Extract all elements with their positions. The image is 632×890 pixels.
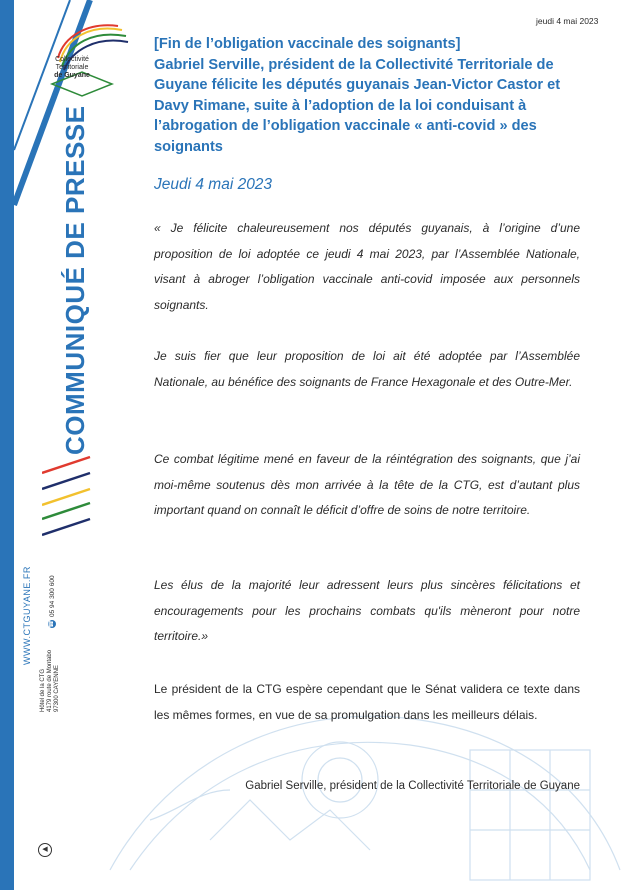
address-line-1: Hôtel de la CTG	[40, 668, 46, 712]
title-line-3: Guyane félicite les députés guyanais Jean-Victor Castor et	[154, 77, 561, 93]
color-stripes	[42, 455, 102, 545]
quote-paragraph-1: « Je félicite chaleureusement nos députés guyanais, à l’origine d’une proposition de loi adoptée ce jeudi 4 mai 2023, par l’Assemblée Nationale, visant à abroger l’obligation vaccinale anti-covid imposée aux personnels soignants.	[154, 221, 580, 312]
press-release-title	[154, 34, 592, 157]
logo-line-3: de Guyane	[54, 72, 90, 79]
sound-icon: ◀	[38, 843, 52, 857]
logo-line-1: Collectivité	[55, 56, 89, 63]
title-line-5: l’abrogation de l’obligation vaccinale « anti-covid » des	[154, 118, 537, 134]
title-line-1: [Fin de l’obligation vaccinale des soignants]	[154, 36, 461, 52]
title-line-4: Davy Rimane, suite à l’adoption de la loi conduisant à	[154, 97, 527, 114]
quote-paragraph-4: Les élus de la majorité leur adressent leurs plus sincères félicitations et encouragements pour les prochains combats qu'ils mèneront pour notre territoire.»	[154, 578, 580, 644]
communique-de-presse-title: COMMUNIQUÉ DE PRESSE	[60, 105, 90, 455]
title-line-2: Gabriel Serville, président de la Collectivité Territoriale de	[154, 56, 554, 73]
address-line-3: 97300 CAYENNE	[54, 665, 60, 712]
signature: Gabriel Serville, président de la Collectivité Territoriale de Guyane	[245, 780, 580, 792]
quote-paragraph-2: Je suis fier que leur proposition de loi ait été adoptée par l’Assemblée Nationale, au bénéfice des soignants de France Hexagonale et des Outre-Mer.	[154, 349, 580, 389]
phone-contact	[48, 575, 56, 628]
website-link[interactable]: WWW.CTGUYANE.FR	[22, 566, 32, 665]
quote-paragraph-3: Ce combat légitime mené en faveur de la réintégration des soignants, que j’ai moi-même soutenus dès mon arrivée à la tête de la CTG, est d’autant plus important quand on connaît le déficit d’offre de soins de notre territoire.	[154, 452, 580, 518]
closing-paragraph: Le président de la CTG espère cependant que le Sénat validera ce texte dans les mêmes formes, en vue de sa promulgation dans les meilleurs délais.	[154, 682, 580, 722]
logo-caption	[52, 56, 92, 80]
header-date: jeudi 4 mai 2023	[536, 16, 599, 26]
phone-number: 05 94 300 600	[48, 575, 56, 617]
address-line-2: 4179 route de Montabo	[47, 649, 53, 712]
phone-icon: ☎	[49, 620, 55, 628]
address-block	[40, 650, 61, 712]
title-line-6: soignants	[154, 138, 223, 155]
logo-line-2: Territoriale	[55, 64, 89, 71]
release-date: Jeudi 4 mai 2023	[154, 176, 273, 193]
